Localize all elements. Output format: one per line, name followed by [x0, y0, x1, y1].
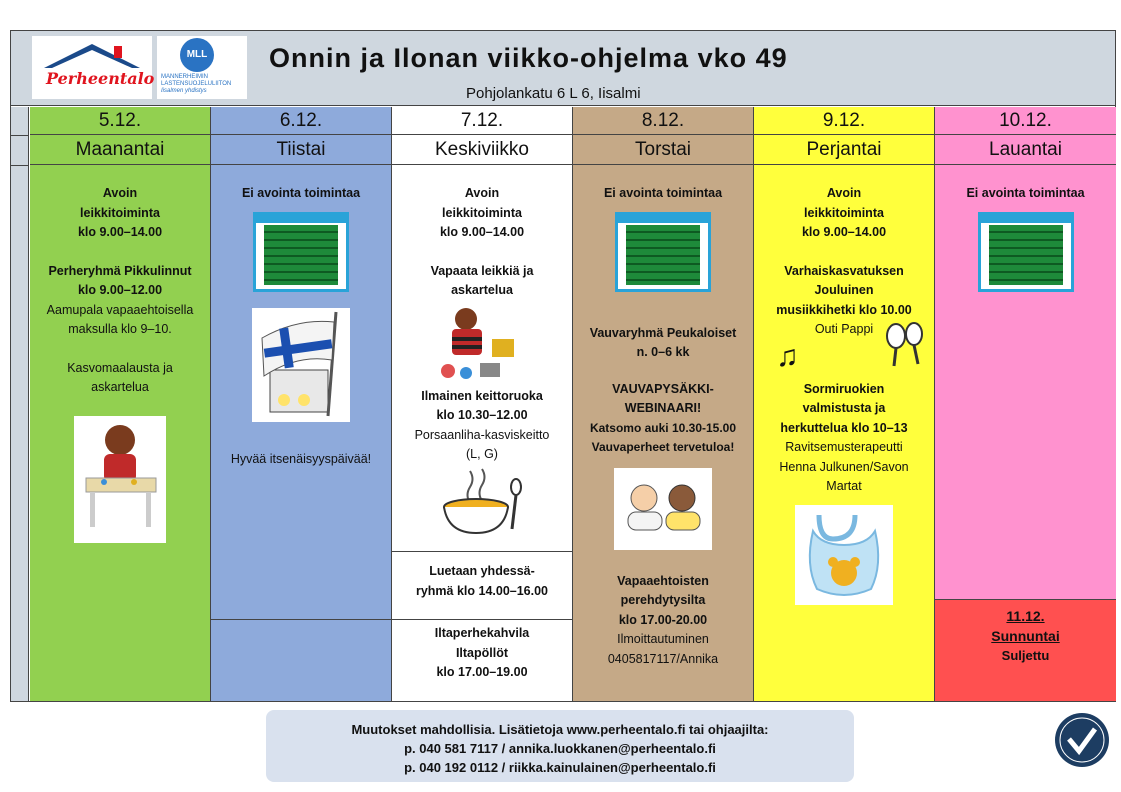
sat-no-activity: Ei avointa toimintaa — [966, 186, 1085, 200]
wed-evening-cafe-2: Iltapöllöt — [455, 645, 509, 660]
wed-soup-diet: (L, G) — [466, 447, 498, 461]
perheentalo-logo-text: Perheentalo — [46, 69, 155, 88]
wed-open-play-2: leikkitoiminta — [442, 205, 522, 220]
mon-breakfast-2: maksulla klo 9–10. — [68, 322, 172, 336]
fri-music-host: Outi Pappi — [814, 322, 874, 336]
mon-breakfast-1: Aamupala vapaaehtoisella — [46, 302, 194, 317]
tue-independence-day: Hyvää itsenäisyyspäivää! — [230, 451, 372, 466]
date-wednesday: 7.12. — [392, 107, 572, 135]
thu-baby-group-age: n. 0–6 kk — [636, 345, 690, 359]
fri-finger-food-2: valmistusta ja — [802, 401, 886, 415]
wed-open-play-time: klo 9.00–14.00 — [439, 225, 525, 239]
mon-open-play-2: leikkitoiminta — [80, 205, 160, 220]
mll-line3: Iisalmen yhdistys — [161, 88, 207, 94]
mll-line2: LASTENSUOJELULIITON — [161, 81, 232, 87]
wed-soup-time: klo 10.30–12.00 — [436, 408, 528, 422]
wed-soup-title: Ilmainen keittoruoka — [421, 388, 543, 403]
sunday-cell — [935, 599, 1116, 701]
column-monday — [30, 107, 211, 701]
shutter-icon — [253, 212, 349, 292]
mon-open-play-time: klo 9.00–14.00 — [77, 225, 163, 239]
column-saturday — [935, 107, 1116, 701]
wed-reading-1: Luetaan yhdessä- — [429, 564, 535, 578]
day-friday: Perjantai — [754, 135, 934, 165]
fri-finger-food-1: Sormiruokien — [803, 381, 885, 396]
mll-line1: MANNERHEIMIN — [161, 74, 209, 80]
row-stub — [11, 107, 29, 701]
header — [11, 31, 1115, 106]
seal-icon — [1055, 713, 1109, 767]
baby-bib-icon — [795, 505, 893, 605]
column-friday — [754, 107, 935, 701]
mon-family-group: Perheryhmä Pikkulinnut — [48, 263, 192, 278]
fri-music-2: Jouluinen — [814, 283, 874, 297]
flag-icon — [252, 308, 350, 422]
date-saturday: 10.12. — [935, 107, 1116, 135]
thu-baby-group: Vauvaryhmä Peukaloiset — [589, 325, 737, 340]
child-painting-icon — [74, 416, 166, 543]
fri-nutritionist-name: Henna Julkunen/Savon — [779, 459, 909, 474]
soup-bowl-icon — [440, 467, 524, 537]
child-playing-icon — [436, 305, 528, 383]
date-monday: 5.12. — [30, 107, 210, 135]
day-wednesday: Keskiviikko — [392, 135, 572, 165]
wed-evening-cafe-time: klo 17.00–19.00 — [436, 665, 528, 679]
thu-webinar-1: VAUVAPYSÄKKI- — [612, 381, 714, 396]
fri-open-play-time: klo 9.00–14.00 — [801, 225, 887, 239]
wed-free-play-1: Vapaata leikkiä ja — [430, 263, 534, 278]
column-wednesday — [392, 107, 573, 701]
column-tuesday — [211, 107, 392, 701]
thu-volunteer-2: perehdytysilta — [620, 593, 706, 607]
thu-volunteer-1: Vapaaehtoisten — [617, 573, 709, 588]
thu-webinar-time: Katsomo auki 10.30-15.00 — [589, 420, 737, 435]
fri-nutritionist: Ravitsemusterapeutti — [785, 440, 903, 454]
thu-registration: Ilmoittautuminen — [617, 632, 709, 646]
fri-music-1: Varhaiskasvatuksen — [784, 263, 904, 278]
mon-face-paint-1: Kasvomaalausta ja — [67, 360, 173, 375]
footer-line3: p. 040 192 0112 / riikka.kainulainen@perheentalo.fi — [404, 760, 716, 775]
sunday-status: Suljettu — [1001, 648, 1050, 663]
maracas-icon — [882, 322, 926, 368]
date-tuesday: 6.12. — [211, 107, 391, 135]
music-notes-icon: ♫ — [776, 339, 799, 373]
footer-info — [266, 710, 854, 782]
mon-face-paint-2: askartelua — [91, 380, 149, 394]
tue-no-activity: Ei avointa toimintaa — [241, 186, 361, 200]
mon-open-play-1: Avoin — [102, 186, 138, 200]
column-thursday — [573, 107, 754, 701]
fri-open-play-1: Avoin — [826, 186, 862, 200]
fri-nutritionist-org: Martat — [826, 479, 862, 493]
day-saturday: Lauantai — [935, 135, 1116, 165]
day-monday: Maanantai — [30, 135, 210, 165]
thu-registration-contact: 0405817117/Annika — [607, 651, 719, 666]
day-tuesday: Tiistai — [211, 135, 391, 165]
date-friday: 9.12. — [754, 107, 934, 135]
thu-webinar-2: WEBINAARI! — [624, 401, 702, 415]
sunday-day: Sunnuntai — [991, 628, 1060, 644]
perheentalo-logo — [32, 36, 155, 99]
thu-webinar-welcome: Vauvaperheet tervetuloa! — [591, 440, 735, 454]
wed-reading-2: ryhmä klo 14.00–16.00 — [415, 583, 549, 598]
footer-line2: p. 040 581 7117 / annika.luokkanen@perheentalo.fi — [404, 741, 716, 756]
mll-logo-icon — [180, 38, 214, 72]
mll-badge-text: MLL — [186, 49, 208, 60]
wed-open-play-1: Avoin — [464, 186, 500, 200]
wed-free-play-2: askartelua — [451, 283, 513, 297]
house-logo-icon — [32, 36, 155, 99]
thu-volunteer-time: klo 17.00-20.00 — [618, 612, 708, 627]
day-thursday: Torstai — [573, 135, 753, 165]
sunday-date: 11.12. — [1006, 608, 1045, 624]
fri-finger-food-time: herkuttelua klo 10–13 — [780, 420, 908, 435]
page-title: Onnin ja Ilonan viikko-ohjelma vko 49 — [269, 43, 788, 73]
wed-soup-name: Porsaanliha-kasviskeitto — [414, 427, 550, 442]
date-thursday: 8.12. — [573, 107, 753, 135]
thu-no-activity: Ei avointa toimintaa — [603, 186, 723, 200]
fri-open-play-2: leikkitoiminta — [804, 205, 884, 220]
wed-evening-cafe-1: Iltaperhekahvila — [434, 626, 530, 640]
shutter-icon — [615, 212, 711, 292]
babies-icon — [614, 468, 712, 550]
fri-music-time: musiikkihetki klo 10.00 — [776, 302, 912, 317]
footer-line1: Muutokset mahdollisia. Lisätietoja www.perheentalo.fi tai ohjaajilta: — [351, 722, 769, 737]
shutter-icon — [978, 212, 1074, 292]
schedule-table — [10, 30, 1116, 702]
address: Pohjolankatu 6 L 6, Iisalmi — [466, 85, 641, 102]
mon-family-group-time: klo 9.00–12.00 — [77, 283, 163, 297]
mll-logo — [157, 36, 247, 99]
